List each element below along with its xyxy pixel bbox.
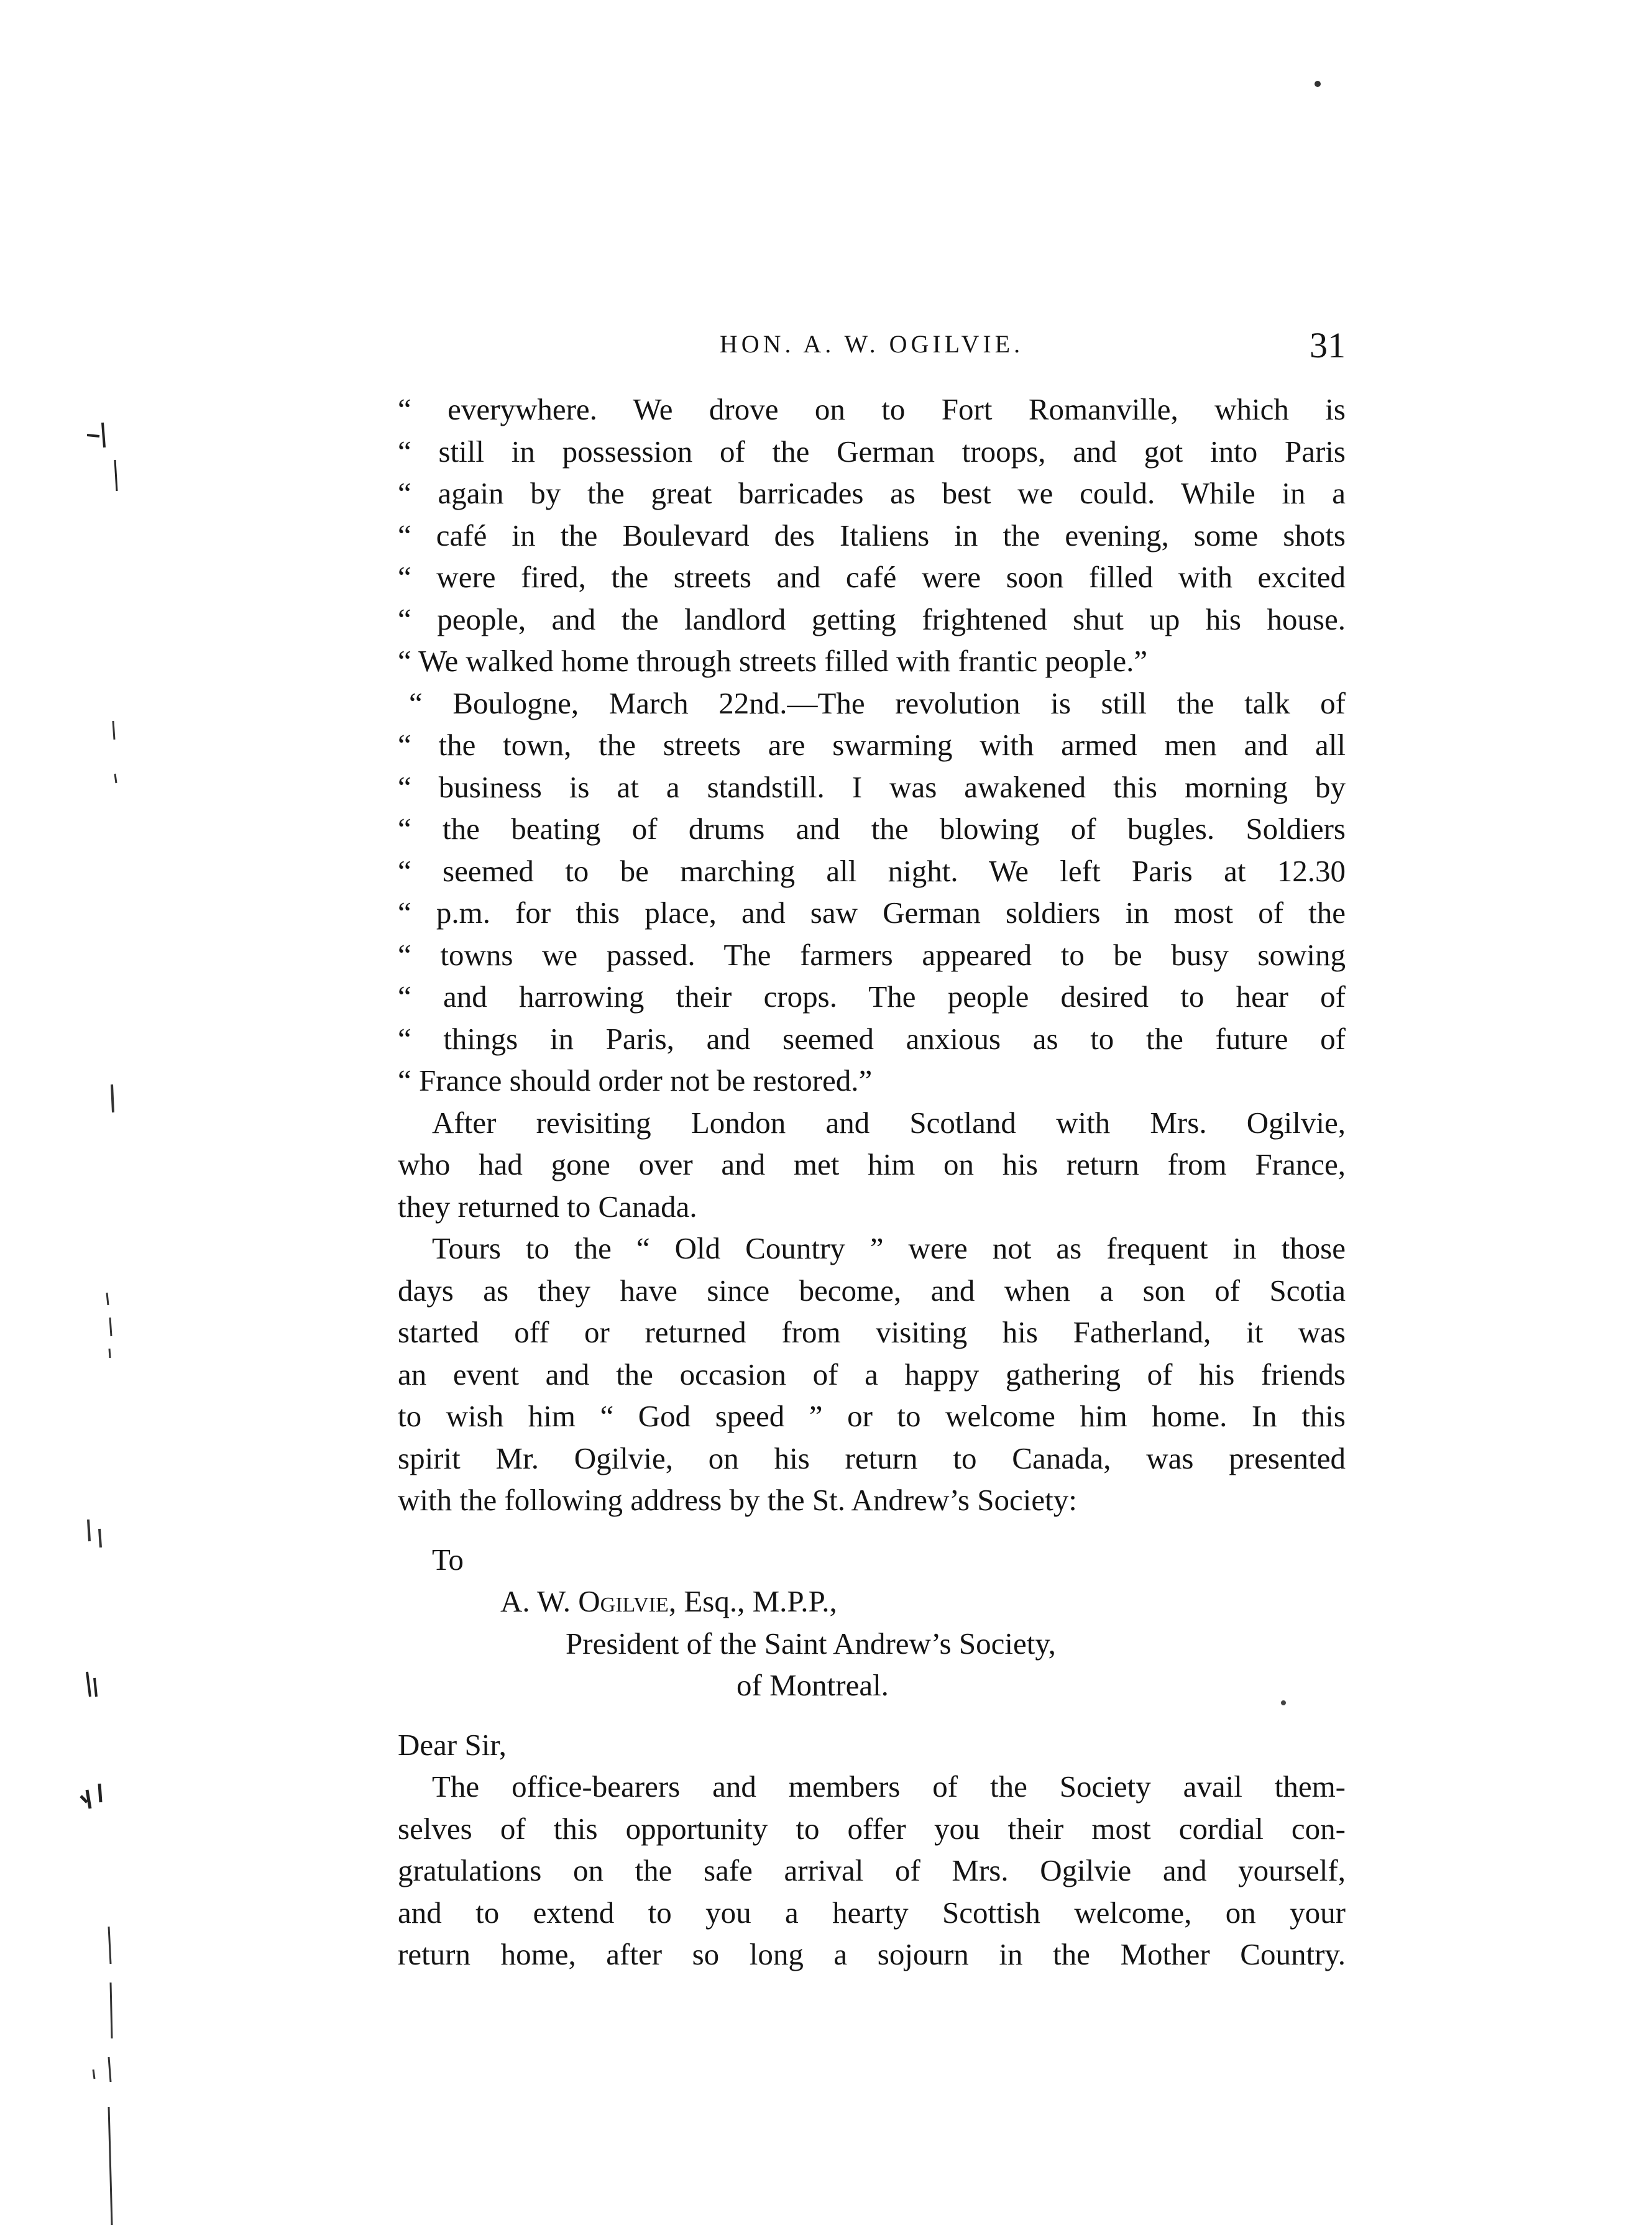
text-line: “ seemed to be marching all night. We left Paris at 12.30 (398, 853, 1346, 888)
letter-salutation: Dear Sir, (398, 1727, 507, 1762)
text-line: “ were fired, the streets and café were soon filled with excited (398, 560, 1346, 594)
page-header (398, 325, 1346, 379)
text-line: “ towns we passed. The farmers appeared to be busy sowing (398, 937, 1346, 972)
text-line: After revisiting London and Scotland with Mrs. Ogilvie, (432, 1105, 1346, 1140)
letter-line: gratulations on the safe arrival of Mrs. Ogilvie and yourself, (398, 1853, 1346, 1887)
text-line: “ again by the great barricades as best we could. While in a (398, 476, 1346, 510)
text-line: “ things in Paris, and seemed anxious as to the future of (398, 1021, 1346, 1056)
text-line: to wish him “ God speed ” or to welcome him home. In this (398, 1399, 1346, 1433)
letter-line: The office-bearers and members of the Society avail them- (432, 1769, 1346, 1804)
letter-line: selves of this opportunity to offer you their most cordial con- (398, 1811, 1346, 1846)
text-line: “ business is at a standstill. I was awakened this morning by (398, 769, 1346, 804)
text-line: “ France should order not be restored.” (398, 1063, 873, 1098)
text-line: “ We walked home through streets filled with frantic people.” (398, 644, 1148, 678)
text-line: spirit Mr. Ogilvie, on his return to Canada, was presented (398, 1441, 1346, 1475)
text-line: “ café in the Boulevard des Italiens in the evening, some shots (398, 518, 1346, 552)
address-title: President of the Saint Andrew’s Society, (566, 1626, 1056, 1661)
address-name-suffix: , Esq., M.P.P., (668, 1584, 837, 1618)
page-number: 31 (1310, 325, 1346, 365)
text-line: who had gone over and met him on his return from France, (398, 1147, 1346, 1181)
text-line: with the following address by the St. Andrew’s Society: (398, 1483, 1077, 1517)
address-city: of Montreal. (737, 1668, 889, 1702)
text-line: Tours to the “ Old Country ” were not as frequent in those (432, 1231, 1346, 1265)
text-line: “ people, and the landlord getting frightened shut up his house. (398, 602, 1346, 636)
text-line: days as they have since become, and when a son of Scotia (398, 1273, 1346, 1308)
text-line: “ everywhere. We drove on to Fort Romanville, which is (398, 392, 1346, 426)
text-line: “ p.m. for this place, and saw German soldiers in most of the (398, 896, 1346, 930)
address-name-surname: Ogilvie (578, 1584, 669, 1618)
letter-line: return home, after so long a sojourn in the Mother Country. (398, 1937, 1346, 1971)
text-line: “ still in possession of the German troops, and got into Paris (398, 434, 1346, 469)
letter-line: and to extend to you a hearty Scottish welcome, on your (398, 1895, 1346, 1930)
text-line: “ the beating of drums and the blowing of bugles. Soldiers (398, 812, 1346, 846)
text-line: “ Boulogne, March 22nd.—The revolution is still the talk of (409, 685, 1346, 720)
address-name-prefix: A. W. (500, 1584, 579, 1618)
text-line: they returned to Canada. (398, 1189, 697, 1224)
text-line: “ the town, the streets are swarming with armed men and all (398, 728, 1346, 762)
body-text (398, 388, 1346, 1976)
text-line: “ and harrowing their crops. The people desired to hear of (398, 979, 1346, 1014)
running-head: HON. A. W. OGILVIE. (719, 330, 1024, 358)
text-line: an event and the occasion of a happy gathering of his friends (398, 1357, 1346, 1391)
address-to: To (432, 1542, 464, 1577)
address-name (398, 1580, 1346, 1623)
text-line: started off or returned from visiting his Fatherland, it was (398, 1315, 1346, 1349)
